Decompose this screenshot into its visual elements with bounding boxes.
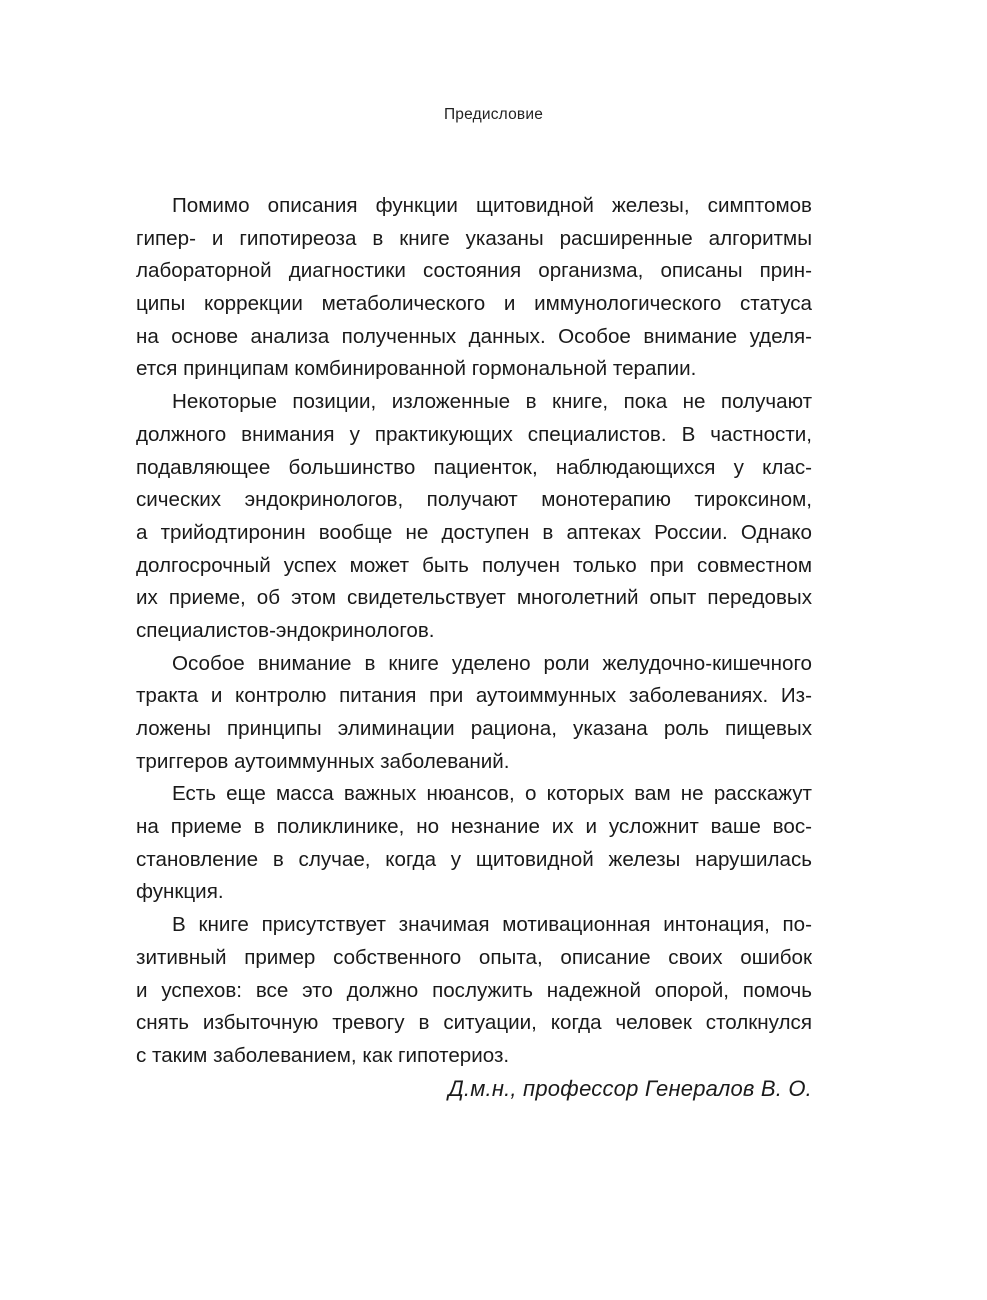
author-signature: Д.м.н., профессор Генералов В. О.: [448, 1075, 812, 1101]
text-line: Особое внимание в книге уделено роли желудочно-кишечного: [172, 651, 812, 675]
text-line: их приеме, об этом свидетельствует многолетний опыт передовых: [136, 586, 812, 610]
text-line: ципы коррекции метаболического и иммунологического статуса: [136, 292, 812, 316]
text-line: зитивный пример собственного опыта, описание своих ошибок: [136, 945, 812, 969]
text-line: сических эндокринологов, получают монотерапию тироксином,: [136, 488, 812, 512]
text-line: Некоторые позиции, изложенные в книге, пока не получают: [172, 390, 812, 414]
text-line: долгосрочный успех может быть получен только при совместном: [136, 553, 812, 577]
text-line: а трийодтиронин вообще не доступен в аптеках России. Однако: [136, 520, 812, 544]
paragraph-2: [136, 386, 812, 648]
text-line: Помимо описания функции щитовидной железы, симптомов: [172, 194, 812, 217]
text-line: с таким заболеванием, как гипотериоз.: [136, 1043, 510, 1067]
text-line: тракта и контролю питания при аутоиммунных заболеваниях. Из-: [136, 684, 812, 708]
text-line: ложены принципы элиминации рациона, указана роль пищевых: [136, 717, 812, 740]
text-line: подавляющее большинство пациенток, наблюдающихся у клас-: [136, 455, 812, 479]
paragraph-3: [136, 648, 812, 779]
text-line: функция.: [136, 880, 224, 904]
paragraph-5: [136, 909, 812, 1072]
paragraph-1: [136, 190, 812, 386]
text-line: снять избыточную тревогу в ситуации, когда человек столкнулся: [136, 1011, 812, 1035]
text-line: и успехов: все это должно послужить надежной опорой, помочь: [136, 978, 812, 1002]
text-line: специалистов-эндокринологов.: [136, 618, 435, 642]
text-line: В книге присутствует значимая мотивационная интонация, по-: [172, 913, 812, 937]
text-line: должного внимания у практикующих специалистов. В частности,: [136, 422, 812, 446]
text-line: ется принципам комбинированной гормональной терапии.: [136, 357, 697, 381]
text-line: на приеме в поликлинике, но незнание их и усложнит ваше вос-: [136, 815, 812, 839]
text-line: лабораторной диагностики состояния организма, описаны прин-: [136, 259, 812, 283]
text-line: на основе анализа полученных данных. Особое внимание уделя-: [136, 324, 812, 348]
text-line: гипер- и гипотиреоза в книге указаны расширенные алгоритмы: [136, 226, 812, 250]
text-line: Есть еще масса важных нюансов, о которых вам не расскажут: [172, 782, 812, 806]
preface-body: [136, 190, 812, 1105]
running-head: Предисловие: [443, 106, 544, 123]
text-line: становление в случае, когда у щитовидной железы нарушилась: [136, 847, 812, 871]
paragraph-4: [136, 778, 812, 909]
text-line: триггеров аутоиммунных заболеваний.: [136, 749, 510, 773]
